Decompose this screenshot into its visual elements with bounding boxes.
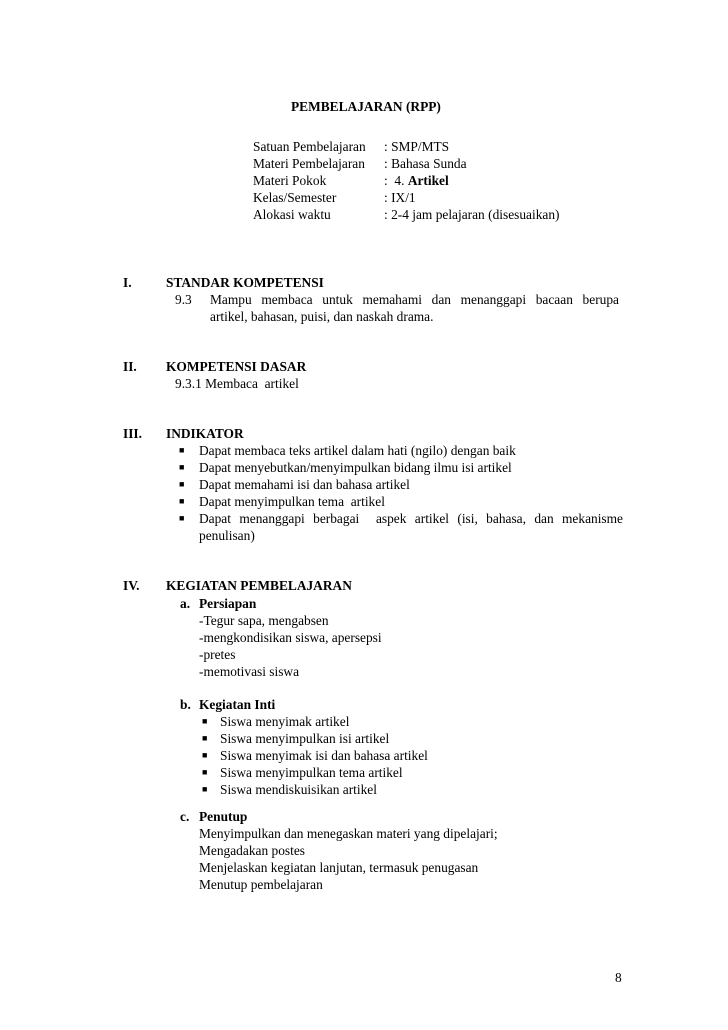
section-number: IV. xyxy=(123,578,140,593)
bullet-icon: ■ xyxy=(202,716,208,726)
page-number: 8 xyxy=(615,970,622,985)
subsection-line: Menutup pembelajaran xyxy=(199,877,323,892)
subsection-line: Mengadakan postes xyxy=(199,843,305,858)
subsection-line: -mengkondisikan siswa, apersepsi xyxy=(199,630,382,645)
info-value-bold: Artikel xyxy=(407,173,449,188)
subsection-line: -pretes xyxy=(199,647,236,662)
subsection-line: Menjelaskan kegiatan lanjutan, termasuk penugasan xyxy=(199,860,479,875)
info-label: Satuan Pembelajaran xyxy=(253,139,366,154)
info-value: : Bahasa Sunda xyxy=(384,156,467,171)
info-value: : 2-4 jam pelajaran (disesuaikan) xyxy=(384,207,560,222)
item-text-line: artikel, bahasan, puisi, dan naskah drama. xyxy=(210,309,434,324)
list-item: Siswa menyimpulkan isi artikel xyxy=(220,731,390,746)
item-text: 9.3.1 Membaca artikel xyxy=(175,376,299,391)
section-title: KOMPETENSI DASAR xyxy=(166,359,307,374)
bullet-icon: ■ xyxy=(179,462,185,472)
list-item: Siswa menyimak artikel xyxy=(220,714,350,729)
section-number: I. xyxy=(123,275,132,290)
bullet-icon: ■ xyxy=(202,750,208,760)
section-title: KEGIATAN PEMBELAJARAN xyxy=(166,578,352,593)
bullet-icon: ■ xyxy=(179,479,185,489)
bullet-icon: ■ xyxy=(202,784,208,794)
subsection-label: b. xyxy=(180,697,191,712)
info-value xyxy=(384,172,449,189)
section-title: INDIKATOR xyxy=(166,426,244,441)
subsection-title: Penutup xyxy=(199,809,248,824)
subsection-label: a. xyxy=(180,596,191,611)
bullet-icon: ■ xyxy=(202,733,208,743)
info-label: Alokasi waktu xyxy=(253,207,331,222)
bullet-icon: ■ xyxy=(202,767,208,777)
list-item: Dapat memahami isi dan bahasa artikel xyxy=(199,477,410,492)
info-value-prefix: : 4. xyxy=(384,173,408,188)
section-number: III. xyxy=(123,426,142,441)
info-label: Kelas/Semester xyxy=(253,190,337,205)
section-number: II. xyxy=(123,359,137,374)
subsection-line: -Tegur sapa, mengabsen xyxy=(199,613,329,628)
list-item: Dapat menanggapi berbagai aspek artikel (isi, bahasa, dan mekanisme xyxy=(199,511,623,526)
list-item: Dapat menyebutkan/menyimpulkan bidang ilmu isi artikel xyxy=(199,460,512,475)
bullet-icon: ■ xyxy=(179,513,185,523)
subsection-title: Persiapan xyxy=(199,596,257,611)
subsection-line: Menyimpulkan dan menegaskan materi yang dipelajari; xyxy=(199,826,498,841)
section-title: STANDAR KOMPETENSI xyxy=(166,275,324,290)
list-item-continuation: penulisan) xyxy=(199,528,255,543)
list-item: Dapat membaca teks artikel dalam hati (ngilo) dengan baik xyxy=(199,443,516,458)
subsection-title: Kegiatan Inti xyxy=(199,697,276,712)
item-number: 9.3 xyxy=(175,292,192,307)
subsection-label: c. xyxy=(180,809,190,824)
info-value: : IX/1 xyxy=(384,190,416,205)
list-item: Dapat menyimpulkan tema artikel xyxy=(199,494,385,509)
list-item: Siswa mendiskuisikan artikel xyxy=(220,782,377,797)
list-item: Siswa menyimak isi dan bahasa artikel xyxy=(220,748,428,763)
info-value: : SMP/MTS xyxy=(384,139,450,154)
info-label: Materi Pembelajaran xyxy=(253,156,365,171)
bullet-icon: ■ xyxy=(179,445,185,455)
info-label: Materi Pokok xyxy=(253,173,327,188)
list-item: Siswa menyimpulkan tema artikel xyxy=(220,765,403,780)
subsection-line: -memotivasi siswa xyxy=(199,664,300,679)
document-title: PEMBELAJARAN (RPP) xyxy=(291,99,441,114)
item-text-line: Mampu membaca untuk memahami dan menanggapi bacaan berupa xyxy=(210,292,619,307)
bullet-icon: ■ xyxy=(179,496,185,506)
